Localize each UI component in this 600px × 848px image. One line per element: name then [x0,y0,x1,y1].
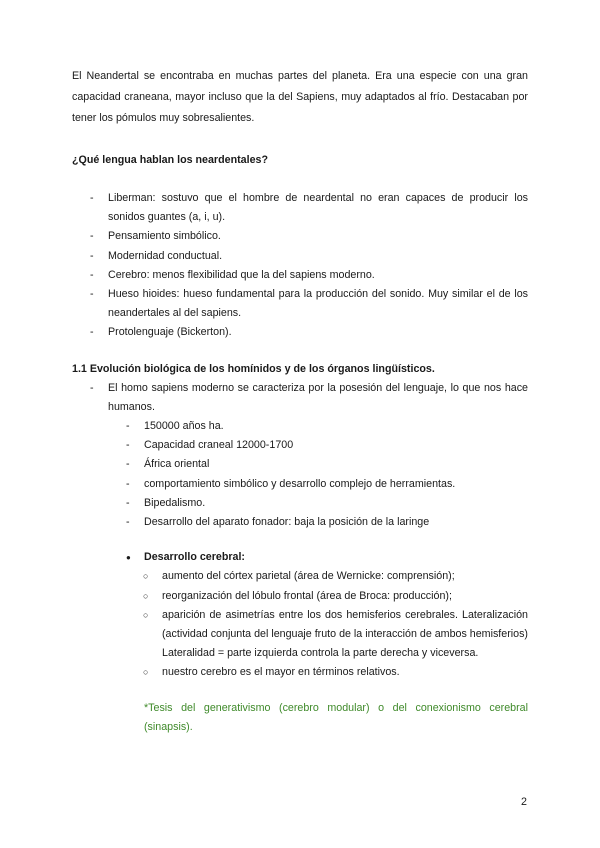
list-item [72,379,528,417]
list-item: ○ reorganización del lóbulo frontal (área de Broca: producción); [126,587,528,606]
list-item: - 150000 años ha. [108,417,528,436]
list-item: - Desarrollo del aparato fonador: baja la posición de la laringe [108,513,528,532]
evolution-sublist-wrap [108,417,528,532]
list-item: - Bipedalismo. [108,494,528,513]
question-heading: ¿Qué lengua hablan los neardentales? [72,154,268,166]
brain-list [126,567,528,682]
list-item: - Protolenguaje (Bickerton). [72,323,528,342]
evolution-sublist [108,417,528,532]
list-item: ○ nuestro cerebro es el mayor en términos relativos. [126,663,528,682]
evolution-point: El homo sapiens moderno se caracteriza por la posesión del lenguaje, lo que nos hace humanos. [108,381,528,413]
brain-section [126,548,528,737]
evolution-list [72,379,528,417]
page-number: 2 [521,796,527,808]
note-paragraph: *Tesis del generativismo (cerebro modular) o del conexionismo cerebral (sinapsis). [144,701,528,733]
section-heading: 1.1 Evolución biológica de los homínidos y de los órganos lingüísticos. [72,362,435,375]
neandertal-list [72,189,528,343]
intro-paragraph: El Neandertal se encontraba en muchas partes del planeta. Era una especie con una gran capacidad craneana, mayor incluso que la del Sapiens, muy adaptados al frío. Destacaban por tener los pómulos muy sobresalientes. [72,70,528,124]
brain-title: ● Desarrollo cerebral: [126,548,528,567]
list-item: ○ aumento del córtex parietal (área de Wernicke: comprensión); [126,567,528,586]
list-item: - Hueso hioides: hueso fundamental para la producción del sonido. Muy similar el de los neandertales al del sapiens. [72,285,528,323]
list-item: - Liberman: sostuvo que el hombre de neardental no eran capaces de producir los sonidos guantes (a, i, u). [72,189,528,227]
list-item: ○ aparición de asimetrías entre los dos hemisferios cerebrales. Lateralización (actividad conjunta del lenguaje fruto de la interacción de ambos hemisferios) Lateralidad = parte izquierda controla la parte derecha y viceversa. [126,606,528,664]
list-item: - Modernidad conductual. [72,247,528,266]
list-item: - comportamiento simbólico y desarrollo complejo de herramientas. [108,475,528,494]
list-item: - Pensamiento simbólico. [72,227,528,246]
list-item: - África oriental [108,455,528,474]
list-item: - Cerebro: menos flexibilidad que la del sapiens moderno. [72,266,528,285]
document-page [72,66,528,737]
list-item: - Capacidad craneal 12000-1700 [108,436,528,455]
